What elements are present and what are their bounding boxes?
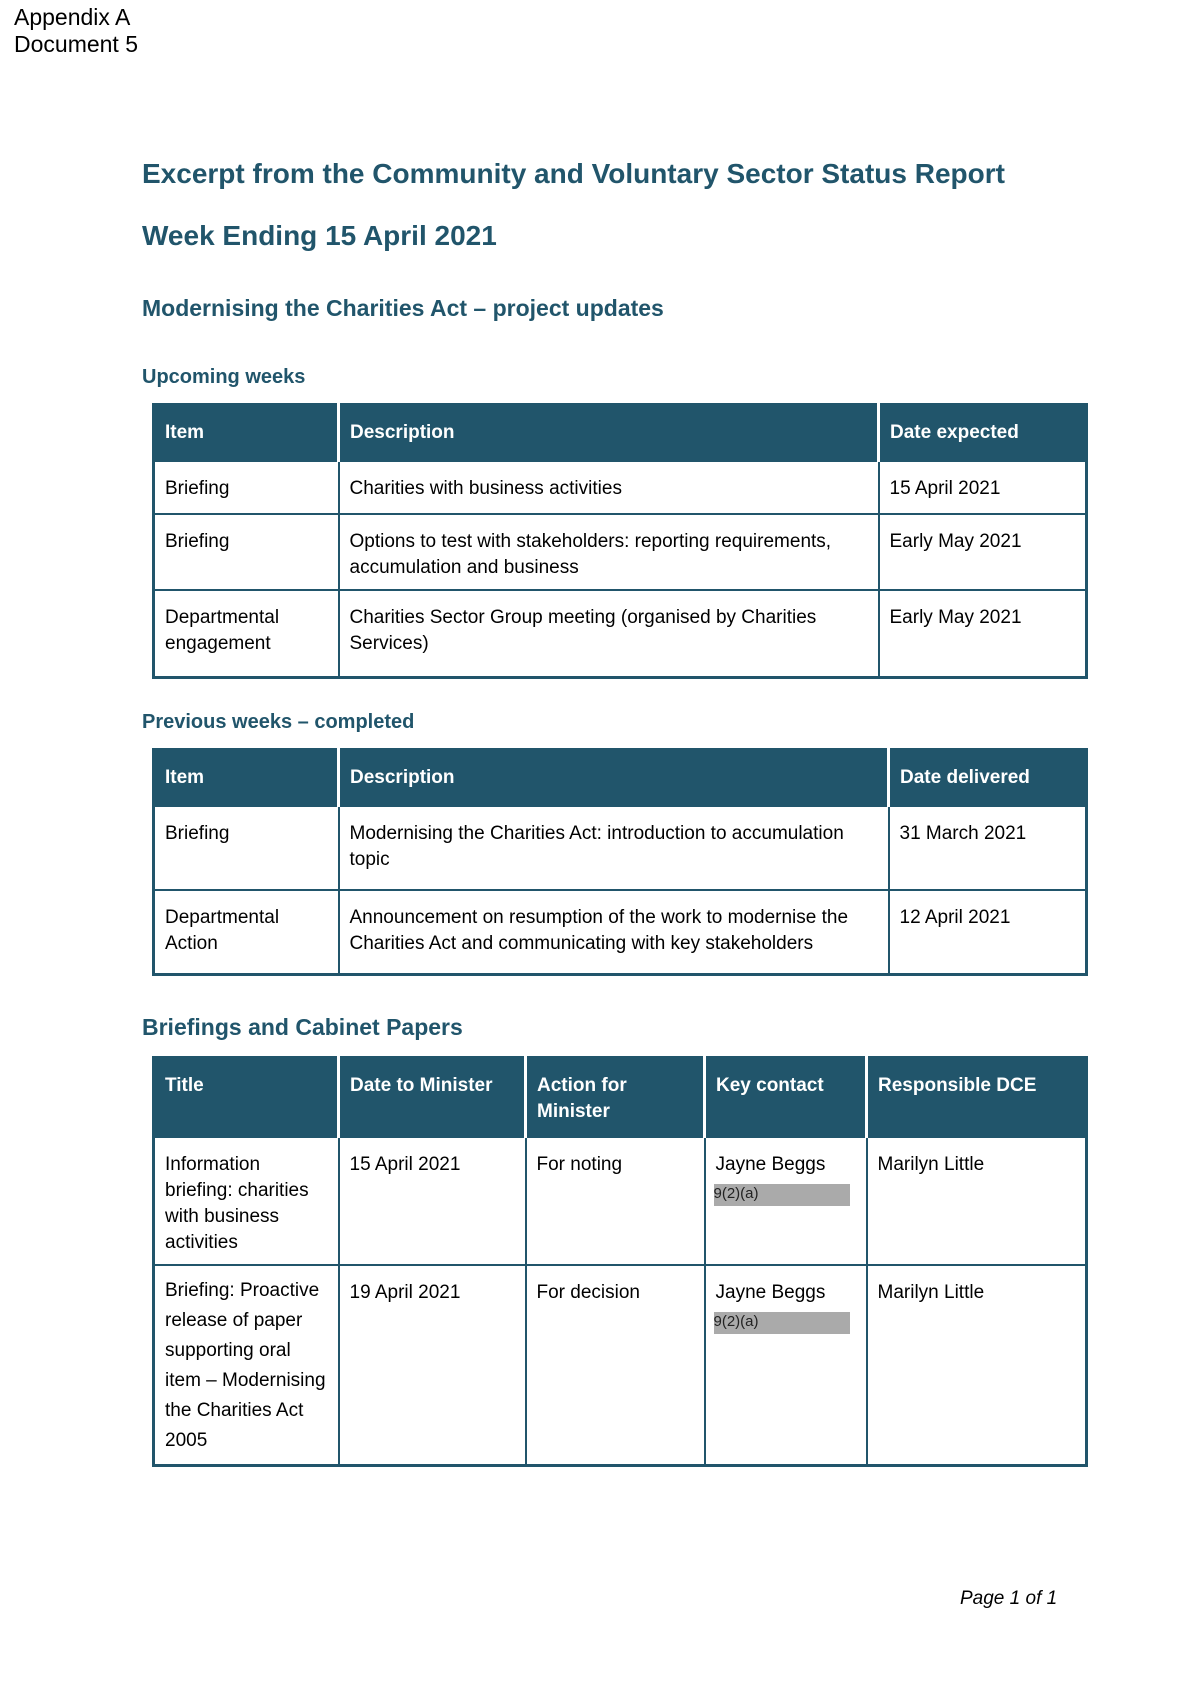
cell-description: Modernising the Charities Act: introduction to accumulation topic	[339, 806, 889, 890]
cell-description: Charities Sector Group meeting (organised by Charities Services)	[339, 590, 879, 678]
upcoming-heading: Upcoming weeks	[142, 366, 306, 388]
column-header: Responsible DCE	[867, 1058, 1087, 1137]
cell-date: Early May 2021	[879, 590, 1087, 678]
cell-description: Announcement on resumption of the work to modernise the Charities Act and communicating with key stakeholders	[339, 890, 889, 975]
page-number: Page 1 of 1	[960, 1588, 1058, 1609]
column-header: Key contact	[705, 1058, 867, 1137]
table-row	[154, 1265, 1087, 1466]
column-header: Action for Minister	[526, 1058, 705, 1137]
table-row	[154, 461, 1087, 514]
column-header: Title	[154, 1058, 339, 1137]
cell-action: For decision	[526, 1265, 705, 1466]
cell-date: 15 April 2021	[339, 1137, 526, 1265]
cell-date: 15 April 2021	[879, 461, 1087, 514]
cell-dce: Marilyn Little	[867, 1137, 1087, 1265]
cell-item: Briefing	[154, 514, 339, 590]
column-header: Item	[154, 405, 339, 461]
column-header: Item	[154, 750, 339, 806]
briefings-heading: Briefings and Cabinet Papers	[142, 1014, 463, 1040]
upcoming-table	[152, 403, 1088, 679]
previous-heading: Previous weeks – completed	[142, 711, 415, 733]
document-label	[14, 4, 138, 58]
page-subtitle: Week Ending 15 April 2021	[142, 220, 497, 251]
table-row	[154, 806, 1087, 890]
cell-item: Departmental engagement	[154, 590, 339, 678]
briefings-table	[152, 1056, 1088, 1467]
column-header: Description	[339, 750, 889, 806]
cell-date: Early May 2021	[879, 514, 1087, 590]
cell-contact	[705, 1137, 867, 1265]
cell-date: 12 April 2021	[889, 890, 1087, 975]
section-heading: Modernising the Charities Act – project updates	[142, 295, 664, 321]
page-title: Excerpt from the Community and Voluntary Sector Status Report	[142, 158, 1005, 189]
cell-action: For noting	[526, 1137, 705, 1265]
table-row	[154, 1137, 1087, 1265]
cell-description: Options to test with stakeholders: reporting requirements, accumulation and business	[339, 514, 879, 590]
cell-date: 31 March 2021	[889, 806, 1087, 890]
table-row	[154, 890, 1087, 975]
redaction-box: 9(2)(a)	[714, 1184, 850, 1206]
cell-description: Charities with business activities	[339, 461, 879, 514]
column-header: Date to Minister	[339, 1058, 526, 1137]
previous-table	[152, 748, 1088, 976]
cell-item: Departmental Action	[154, 890, 339, 975]
document-number: Document 5	[14, 31, 139, 57]
contact-name: Jayne Beggs	[715, 1153, 826, 1175]
cell-title: Information briefing: charities with business activities	[154, 1137, 339, 1265]
redaction-box: 9(2)(a)	[714, 1312, 850, 1334]
appendix-label: Appendix A	[14, 4, 131, 30]
table-row	[154, 590, 1087, 678]
cell-contact	[705, 1265, 867, 1466]
contact-name: Jayne Beggs	[715, 1281, 826, 1303]
cell-item: Briefing	[154, 461, 339, 514]
column-header: Description	[339, 405, 879, 461]
cell-title: Briefing: Proactive release of paper supporting oral item – Modernising the Charities Act 2005	[154, 1265, 339, 1466]
cell-dce: Marilyn Little	[867, 1265, 1087, 1466]
table-row	[154, 514, 1087, 590]
column-header: Date delivered	[889, 750, 1087, 806]
column-header: Date expected	[879, 405, 1087, 461]
cell-date: 19 April 2021	[339, 1265, 526, 1466]
cell-item: Briefing	[154, 806, 339, 890]
